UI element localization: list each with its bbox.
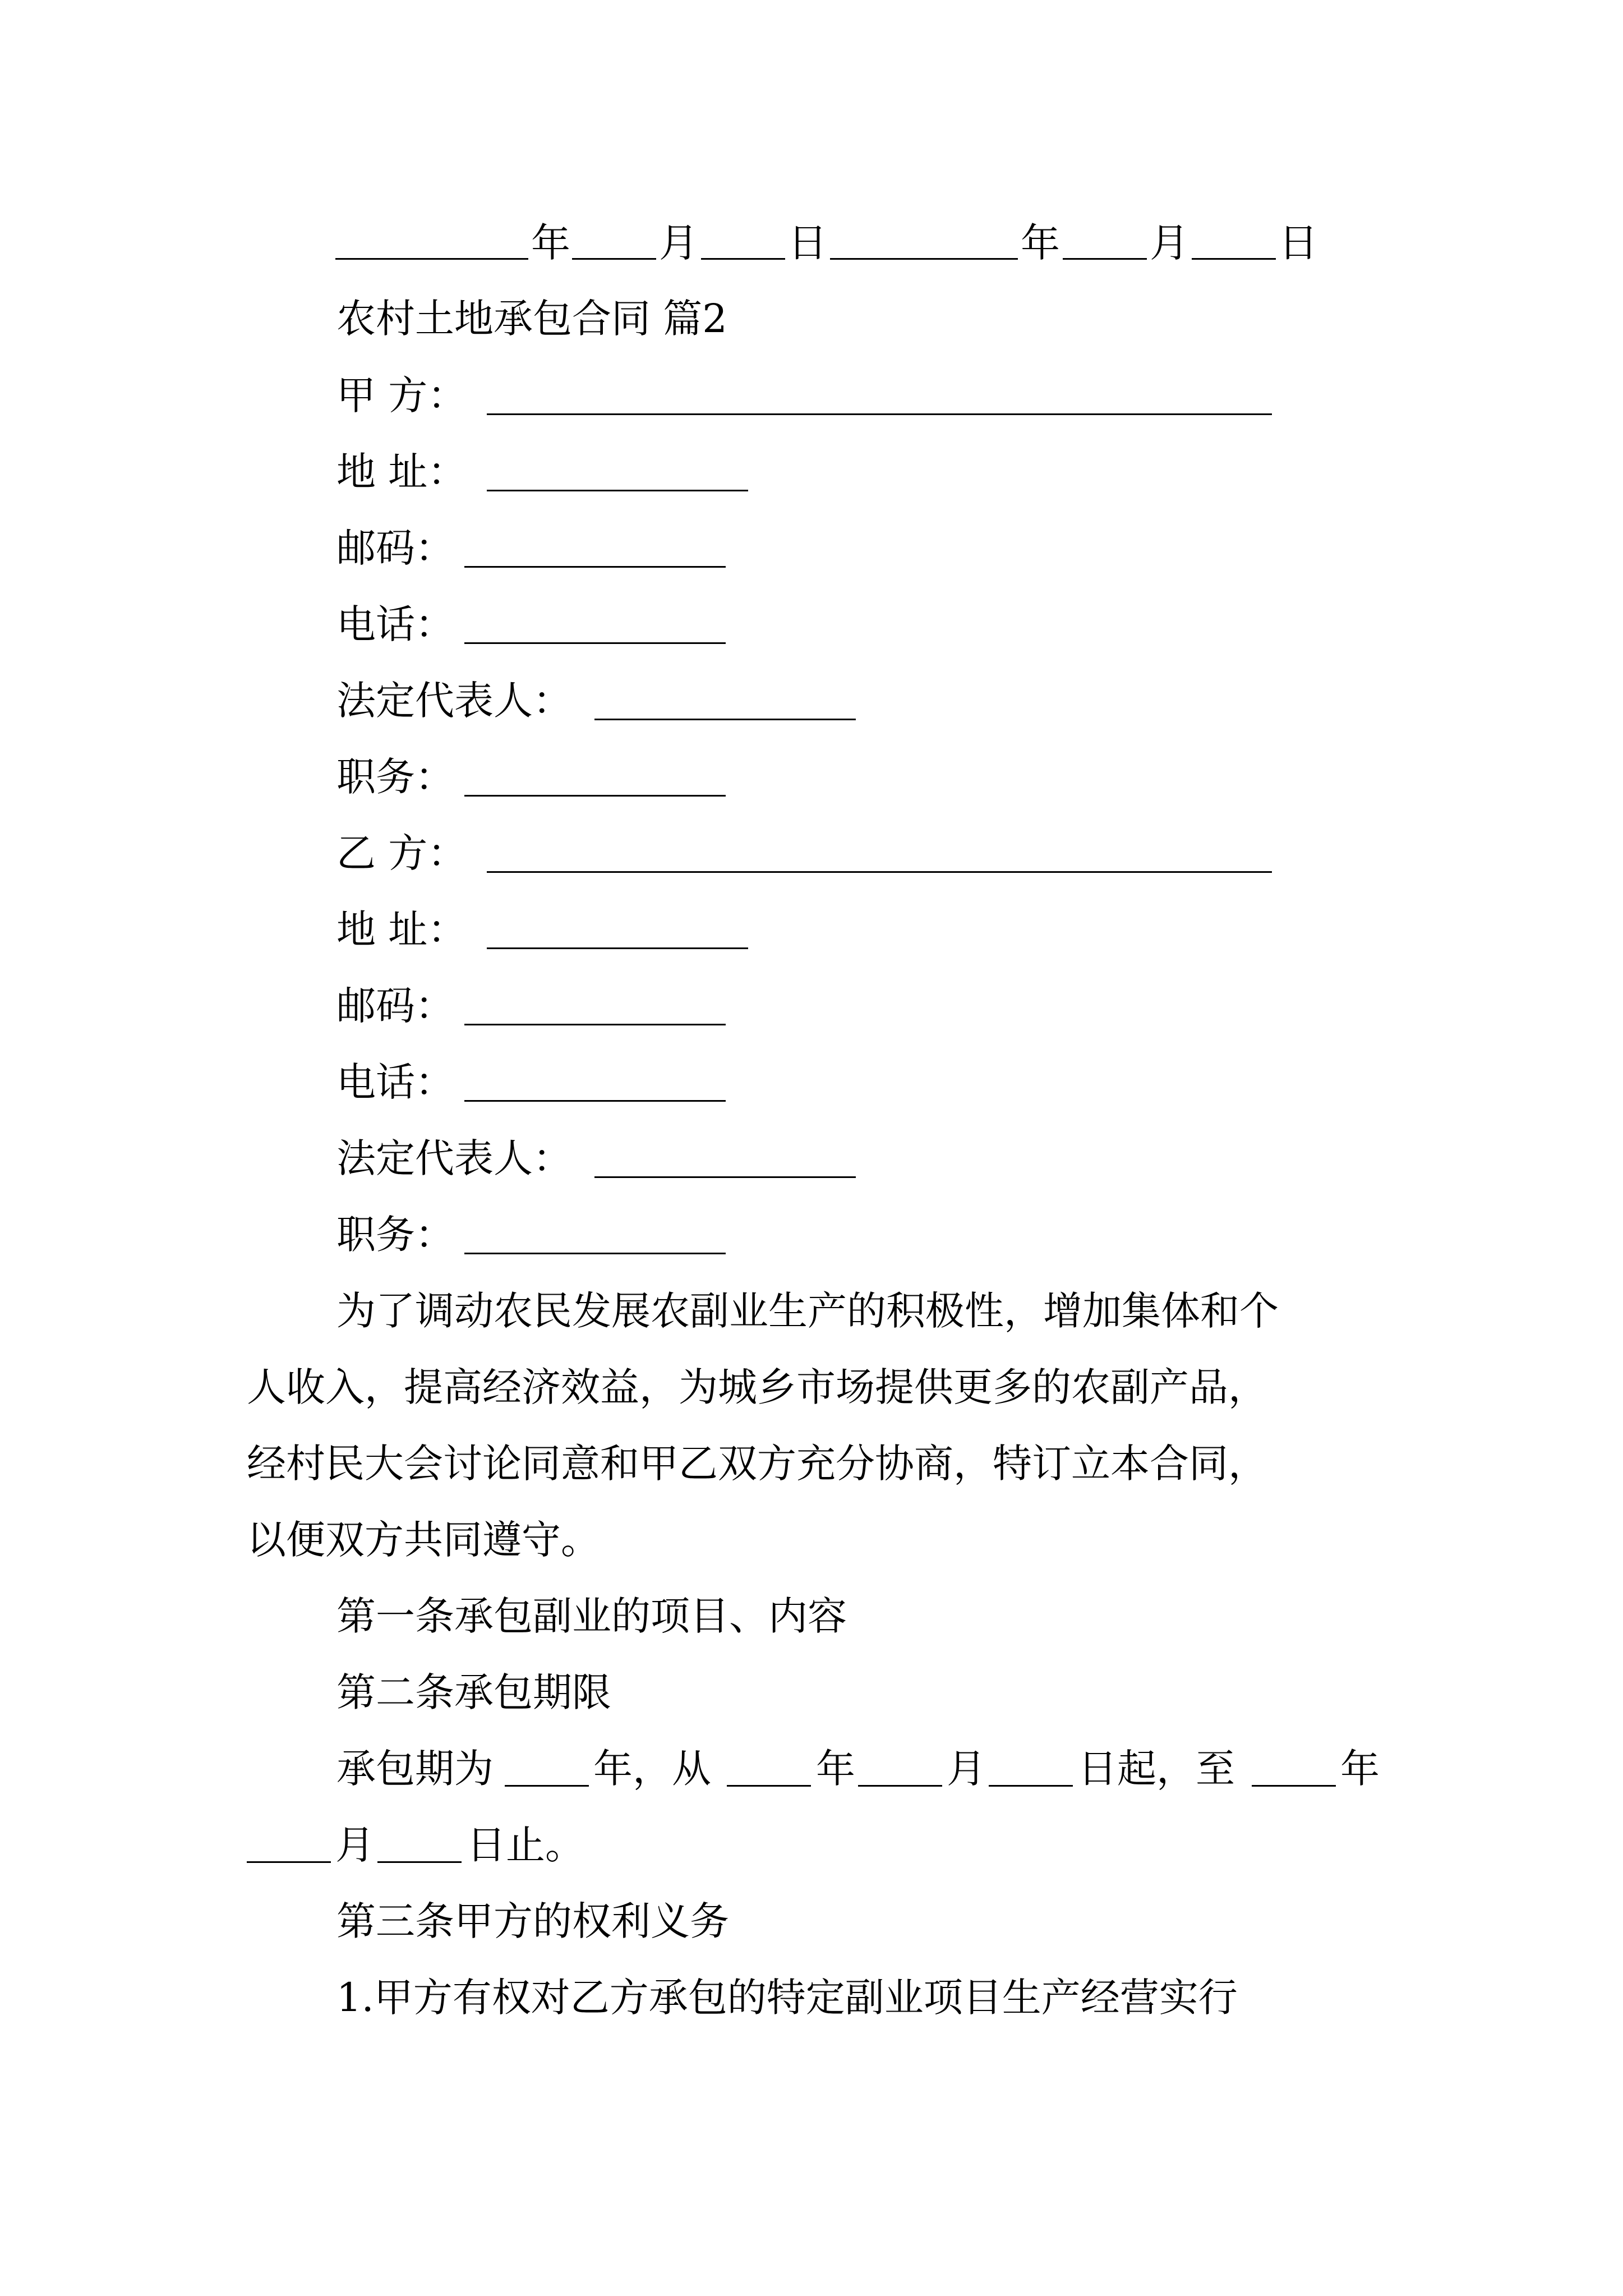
party-b-address-field <box>487 947 748 949</box>
term-text: 月 <box>947 1746 986 1792</box>
term-text: 月 <box>335 1822 375 1868</box>
party-a-representative-field <box>594 719 856 720</box>
party-a-phone-label: 电话： <box>336 601 454 647</box>
date-month-label: 月 <box>1150 220 1189 266</box>
party-b-phone-label: 电话： <box>336 1059 454 1105</box>
date-day-label: 日 <box>1279 220 1318 266</box>
blank-line <box>377 1861 462 1863</box>
article-3-item-1: 1.甲方有权对乙方承包的特定副业项目生产经营实行 <box>336 1975 1238 2021</box>
term-text: 年 <box>1340 1746 1380 1792</box>
blank-line <box>247 1861 331 1863</box>
blank-line <box>1192 258 1276 260</box>
party-a-name-label: 甲 方： <box>336 372 467 418</box>
party-a-position-label: 职务： <box>336 754 454 800</box>
date-month-label: 月 <box>659 220 698 266</box>
party-a-postcode-field <box>464 566 726 568</box>
blank-line <box>505 1785 589 1787</box>
article-1-heading: 第一条承包副业的项目、内容 <box>336 1593 847 1639</box>
preamble-line: 以便双方共同遵守。 <box>247 1517 600 1563</box>
blank-line <box>858 1785 942 1787</box>
term-text: 年，从 <box>593 1746 711 1792</box>
blank-line <box>1063 258 1147 260</box>
party-b-name-field <box>487 871 1272 873</box>
party-b-representative-label: 法定代表人： <box>336 1135 572 1181</box>
blank-line <box>335 258 528 260</box>
party-a-address-field <box>487 490 748 491</box>
party-b-address-label: 地 址： <box>336 907 467 953</box>
party-a-position-field <box>464 795 726 797</box>
preamble-line: 经村民大会讨论同意和甲乙双方充分协商，特订立本合同， <box>247 1441 1267 1487</box>
party-b-postcode-label: 邮码： <box>336 983 454 1029</box>
preamble-line: 为了调动农民发展农副业生产的积极性，增加集体和个 <box>336 1288 1279 1334</box>
blank-line <box>727 1785 811 1787</box>
blank-line <box>1252 1785 1336 1787</box>
preamble-line: 人收入，提高经济效益，为城乡市场提供更多的农副产品， <box>247 1364 1267 1410</box>
date-year-label: 年 <box>531 220 570 266</box>
term-text: 年 <box>816 1746 855 1792</box>
party-b-position-field <box>464 1253 726 1254</box>
party-a-postcode-label: 邮码： <box>336 525 454 571</box>
party-a-phone-field <box>464 642 726 644</box>
party-b-postcode-field <box>464 1024 726 1025</box>
party-b-name-label: 乙 方： <box>336 830 467 876</box>
article-3-heading: 第三条甲方的权利义务 <box>336 1898 729 1944</box>
term-text: 日止。 <box>467 1822 584 1868</box>
blank-line <box>572 258 656 260</box>
party-b-position-label: 职务： <box>336 1212 454 1258</box>
party-a-address-label: 地 址： <box>336 449 467 495</box>
term-text: 日起，至 <box>1078 1746 1235 1792</box>
party-b-phone-field <box>464 1100 726 1102</box>
contract-title: 农村土地承包合同 篇2 <box>336 296 727 342</box>
party-b-representative-field <box>594 1176 856 1178</box>
party-a-name-field <box>487 413 1272 415</box>
date-year-label: 年 <box>1021 220 1060 266</box>
date-day-label: 日 <box>788 220 827 266</box>
blank-line <box>701 258 785 260</box>
term-text: 承包期为 <box>336 1746 494 1792</box>
party-a-representative-label: 法定代表人： <box>336 678 572 724</box>
blank-line <box>989 1785 1073 1787</box>
blank-line <box>830 258 1018 260</box>
article-2-heading: 第二条承包期限 <box>336 1669 611 1715</box>
